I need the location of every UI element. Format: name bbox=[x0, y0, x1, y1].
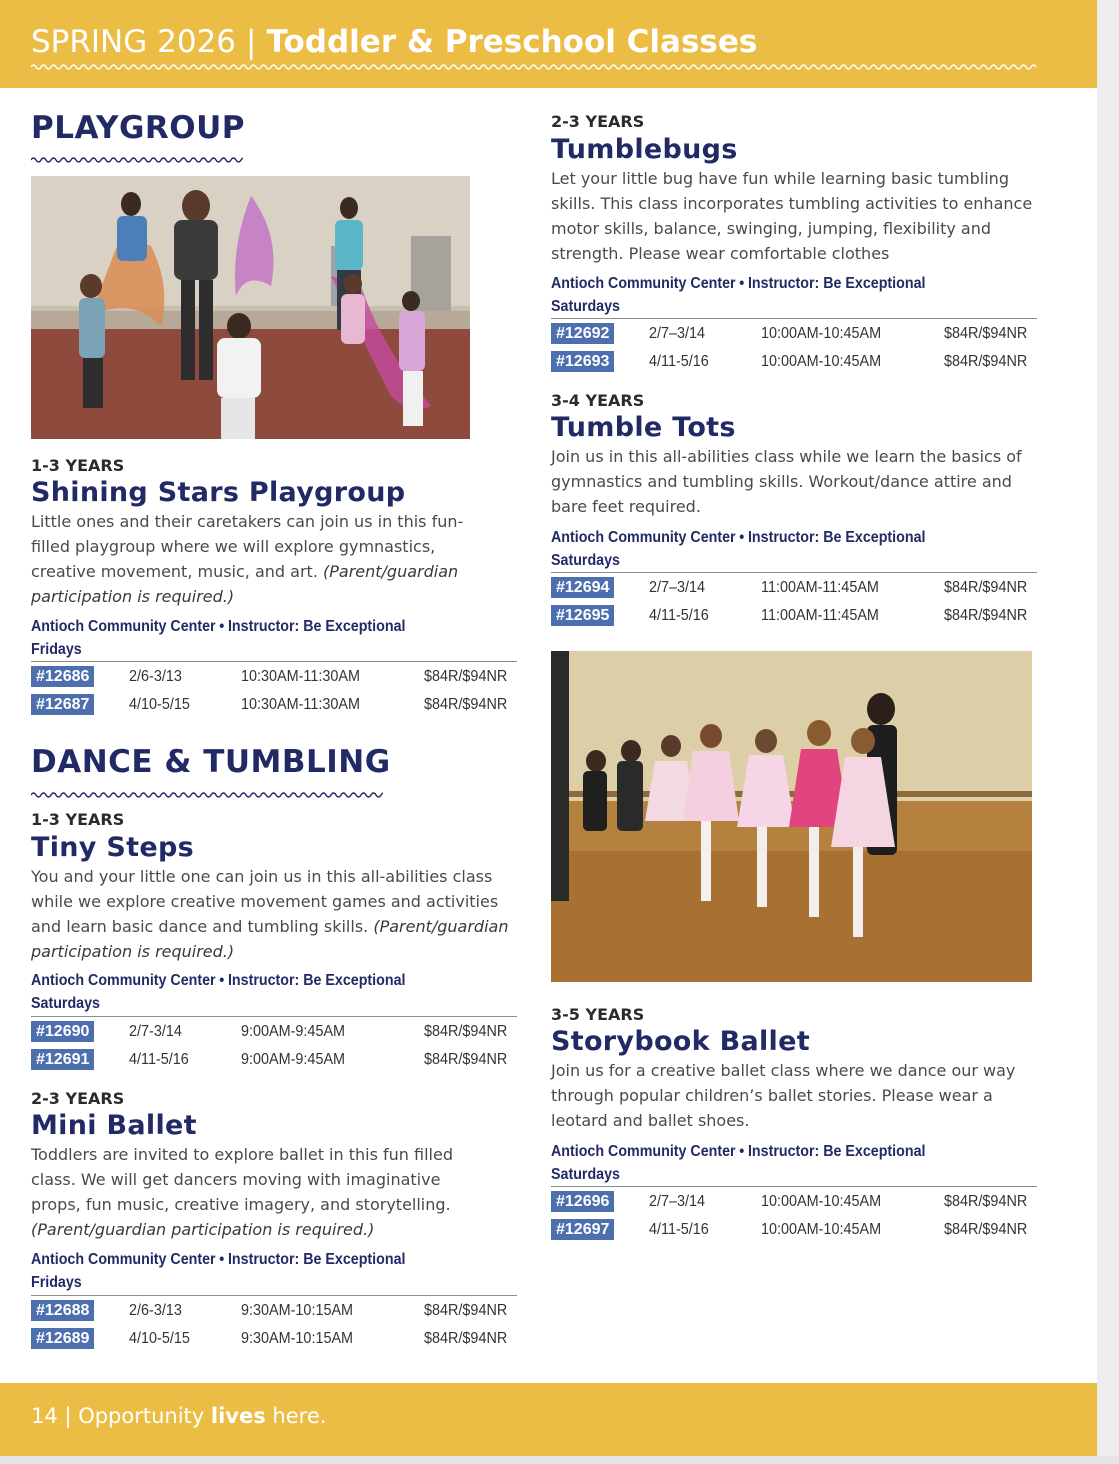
class-day: Fridays bbox=[31, 641, 82, 658]
course-code[interactable]: #12694 bbox=[551, 577, 614, 598]
course-dates: 2/7–3/14 bbox=[649, 1193, 706, 1210]
class-location-instructor bbox=[551, 1140, 925, 1163]
instructor-text: Instructor: Be Exceptional bbox=[227, 1251, 406, 1268]
class-description: Let your little bug have fun while learning basic tumbling skills. This class incorporates tumbling activities to enhance motor skills, balance, swinging, jumping, flexibility and strength. Please wear comfortable clothes bbox=[551, 169, 1033, 263]
class-title-tumble-tots: Tumble Tots bbox=[551, 412, 736, 443]
instructor-text: Instructor: Be Exceptional bbox=[747, 275, 926, 292]
age-range: 1-3 YEARS bbox=[31, 456, 125, 475]
course-code[interactable]: #12690 bbox=[31, 1021, 94, 1042]
course-fee: $84R/$94NR bbox=[944, 579, 1028, 596]
course-dates: 2/6-3/13 bbox=[129, 668, 182, 685]
page-number: 14 bbox=[31, 1404, 58, 1428]
course-time: 9:30AM-10:15AM bbox=[241, 1330, 354, 1347]
age-range: 3-4 YEARS bbox=[551, 391, 645, 410]
schedule-row bbox=[551, 573, 1037, 601]
header-category: Toddler & Preschool Classes bbox=[266, 24, 758, 60]
course-dates: 2/7-3/14 bbox=[129, 1023, 182, 1040]
schedule-table bbox=[31, 1295, 517, 1352]
course-code[interactable]: #12689 bbox=[31, 1328, 94, 1349]
bullet-separator: • bbox=[219, 972, 225, 989]
course-fee: $84R/$94NR bbox=[424, 1330, 508, 1347]
class-location-instructor bbox=[31, 1248, 405, 1271]
course-code[interactable]: #12687 bbox=[31, 694, 94, 715]
instructor-text: Instructor: Be Exceptional bbox=[747, 1143, 926, 1160]
participation-note: (Parent/guardian participation is required.) bbox=[31, 1220, 375, 1239]
schedule-row bbox=[551, 319, 1037, 347]
course-fee: $84R/$94NR bbox=[944, 1193, 1028, 1210]
bullet-separator: • bbox=[219, 1251, 225, 1268]
class-day: Saturdays bbox=[551, 298, 620, 315]
class-description: Join us in this all-abilities class while we learn the basics of gymnastics and tumbling skills. Workout/dance attire and bare feet required. bbox=[551, 447, 1022, 516]
tagline-emphasis: lives bbox=[210, 1404, 266, 1428]
course-dates: 2/7–3/14 bbox=[649, 579, 706, 596]
course-code[interactable]: #12696 bbox=[551, 1191, 614, 1212]
course-time: 9:00AM-9:45AM bbox=[241, 1023, 346, 1040]
class-title-shining-stars: Shining Stars Playgroup bbox=[31, 477, 406, 508]
tagline-end: here. bbox=[272, 1404, 327, 1428]
course-fee: $84R/$94NR bbox=[424, 668, 508, 685]
course-fee: $84R/$94NR bbox=[944, 353, 1028, 370]
footer-tagline bbox=[31, 1401, 326, 1431]
course-dates: 2/7–3/14 bbox=[649, 325, 706, 342]
schedule-row bbox=[551, 1215, 1037, 1243]
course-fee: $84R/$94NR bbox=[944, 607, 1028, 624]
class-description bbox=[31, 1142, 491, 1242]
schedule-row bbox=[31, 690, 517, 718]
class-location-instructor bbox=[551, 526, 925, 549]
section-wave-divider bbox=[31, 790, 383, 800]
course-fee: $84R/$94NR bbox=[424, 1051, 508, 1068]
location-text: Antioch Community Center bbox=[31, 1251, 216, 1268]
course-fee: $84R/$94NR bbox=[424, 696, 508, 713]
bullet-separator: • bbox=[739, 1143, 745, 1160]
schedule-row bbox=[551, 1187, 1037, 1215]
schedule-table bbox=[551, 1186, 1037, 1243]
season-label: SPRING 2026 bbox=[31, 24, 237, 60]
section-heading-playgroup: PLAYGROUP bbox=[31, 110, 246, 146]
course-time: 10:30AM-11:30AM bbox=[241, 668, 360, 685]
course-time: 9:30AM-10:15AM bbox=[241, 1302, 354, 1319]
schedule-table bbox=[31, 661, 517, 718]
class-description bbox=[31, 509, 481, 609]
schedule-row bbox=[31, 1045, 517, 1073]
class-title-storybook-ballet: Storybook Ballet bbox=[551, 1026, 810, 1057]
course-code[interactable]: #12686 bbox=[31, 666, 94, 687]
bullet-separator: • bbox=[739, 529, 745, 546]
location-text: Antioch Community Center bbox=[551, 275, 736, 292]
location-text: Antioch Community Center bbox=[31, 618, 216, 635]
schedule-table bbox=[551, 572, 1037, 629]
course-dates: 4/11-5/16 bbox=[649, 353, 709, 370]
course-dates: 4/10-5/15 bbox=[129, 1330, 190, 1347]
age-range: 2-3 YEARS bbox=[31, 1089, 125, 1108]
course-dates: 4/11-5/16 bbox=[649, 607, 709, 624]
description-text: Toddlers are invited to explore ballet in this fun filled class. We will get dancers moving with imaginative props, fun music, creative imagery, and storytelling. bbox=[31, 1145, 453, 1214]
course-time: 9:00AM-9:45AM bbox=[241, 1051, 346, 1068]
class-title-mini-ballet: Mini Ballet bbox=[31, 1110, 197, 1141]
course-code[interactable]: #12695 bbox=[551, 605, 614, 626]
class-description: Join us for a creative ballet class where we dance our way through popular children’s ballet stories. Please wear a leotard and ballet shoes. bbox=[551, 1061, 1016, 1130]
location-text: Antioch Community Center bbox=[31, 972, 216, 989]
header-divider: | bbox=[246, 24, 257, 60]
participation-note: (Parent/guardian participation is required.) bbox=[31, 917, 509, 961]
bullet-separator: • bbox=[739, 275, 745, 292]
schedule-row bbox=[31, 1017, 517, 1045]
schedule-row bbox=[31, 1324, 517, 1352]
course-dates: 4/10-5/15 bbox=[129, 696, 190, 713]
schedule-row bbox=[551, 601, 1037, 629]
course-fee: $84R/$94NR bbox=[424, 1023, 508, 1040]
class-location-instructor bbox=[31, 615, 405, 638]
header-band bbox=[0, 0, 1097, 88]
age-range: 3-5 YEARS bbox=[551, 1005, 645, 1024]
course-fee: $84R/$94NR bbox=[944, 1221, 1028, 1238]
description-text: Little ones and their caretakers can join us in this fun-filled playgroup where we will explore gymnastics, creative movement, music, and art. bbox=[31, 512, 464, 581]
course-code[interactable]: #12688 bbox=[31, 1300, 94, 1321]
class-location-instructor bbox=[551, 272, 925, 295]
class-title-tiny-steps: Tiny Steps bbox=[31, 832, 194, 863]
location-text: Antioch Community Center bbox=[551, 1143, 736, 1160]
course-time: 11:00AM-11:45AM bbox=[761, 607, 879, 624]
course-code[interactable]: #12691 bbox=[31, 1049, 94, 1070]
page-bottom-shadow bbox=[0, 1456, 1119, 1464]
course-dates: 2/6-3/13 bbox=[129, 1302, 182, 1319]
course-dates: 4/11-5/16 bbox=[649, 1221, 709, 1238]
course-fee: $84R/$94NR bbox=[424, 1302, 508, 1319]
instructor-text: Instructor: Be Exceptional bbox=[227, 972, 406, 989]
class-location-instructor bbox=[31, 969, 405, 992]
tagline-start: Opportunity bbox=[78, 1404, 205, 1428]
course-code[interactable]: #12693 bbox=[551, 351, 614, 372]
participation-note: (Parent/guardian participation is required.) bbox=[31, 562, 459, 606]
ballet-class-photo bbox=[551, 651, 1032, 982]
playgroup-photo bbox=[31, 176, 470, 439]
course-time: 10:00AM-10:45AM bbox=[761, 1221, 882, 1238]
course-time: 10:00AM-10:45AM bbox=[761, 325, 882, 342]
description-text: You and your little one can join us in this all-abilities class while we explore creative movement games and activities and learn basic dance and tumbling skills. bbox=[31, 867, 499, 936]
class-day: Saturdays bbox=[551, 552, 620, 569]
footer-divider: | bbox=[64, 1404, 72, 1428]
bullet-separator: • bbox=[219, 618, 225, 635]
schedule-row bbox=[31, 662, 517, 690]
age-range: 2-3 YEARS bbox=[551, 112, 645, 131]
course-time: 10:00AM-10:45AM bbox=[761, 1193, 882, 1210]
section-heading-dance-tumbling: DANCE & TUMBLING bbox=[31, 744, 391, 780]
class-day: Saturdays bbox=[31, 995, 100, 1012]
page-edge-shadow bbox=[1097, 0, 1119, 1464]
page-header-title bbox=[31, 20, 757, 64]
instructor-text: Instructor: Be Exceptional bbox=[227, 618, 406, 635]
header-wave-divider bbox=[31, 62, 1036, 72]
schedule-row bbox=[31, 1296, 517, 1324]
course-code[interactable]: #12697 bbox=[551, 1219, 614, 1240]
course-time: 11:00AM-11:45AM bbox=[761, 579, 879, 596]
schedule-row bbox=[551, 347, 1037, 375]
footer-band bbox=[0, 1383, 1097, 1456]
course-time: 10:00AM-10:45AM bbox=[761, 353, 882, 370]
schedule-table bbox=[551, 318, 1037, 375]
course-code[interactable]: #12692 bbox=[551, 323, 614, 344]
course-fee: $84R/$94NR bbox=[944, 325, 1028, 342]
section-wave-divider bbox=[31, 155, 243, 165]
schedule-table bbox=[31, 1016, 517, 1073]
class-description bbox=[31, 864, 517, 964]
location-text: Antioch Community Center bbox=[551, 529, 736, 546]
age-range: 1-3 YEARS bbox=[31, 810, 125, 829]
class-title-tumblebugs: Tumblebugs bbox=[551, 134, 738, 165]
class-day: Fridays bbox=[31, 1274, 82, 1291]
course-time: 10:30AM-11:30AM bbox=[241, 696, 360, 713]
instructor-text: Instructor: Be Exceptional bbox=[747, 529, 926, 546]
course-dates: 4/11-5/16 bbox=[129, 1051, 189, 1068]
class-day: Saturdays bbox=[551, 1166, 620, 1183]
